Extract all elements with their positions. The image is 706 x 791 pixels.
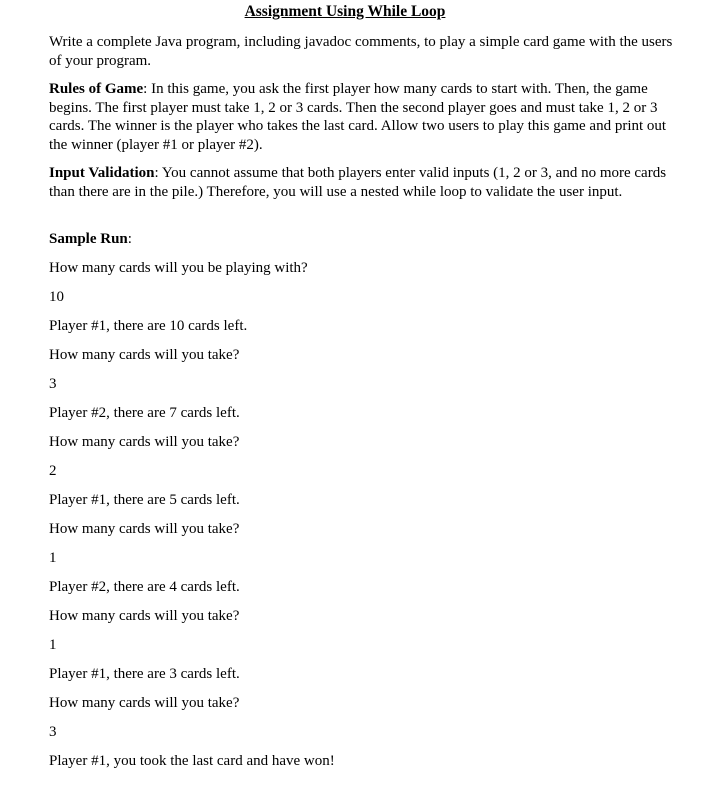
sample-line: 1 (49, 550, 57, 566)
sample-run-label: Sample Run (49, 231, 128, 247)
validation-paragraph (49, 164, 679, 201)
sample-line: Player #1, there are 10 cards left. (49, 318, 248, 334)
sample-line: How many cards will you take? (49, 608, 240, 624)
sample-line: How many cards will you take? (49, 695, 240, 711)
sample-run-suffix: : (127, 231, 132, 247)
rules-paragraph (49, 80, 679, 154)
sample-line: How many cards will you be playing with? (49, 260, 308, 276)
rules-text: : In this game, you ask the first player how many cards to start with. Then, the game begins. The first player must take 1, 2 or 3 cards. Then the second player goes and must take 1, 2 or 3 cards. The winner is the player who takes the last card. Allow two users to play this game and print out the winner (player #1 or player #2). (49, 81, 667, 153)
sample-line: Player #1, you took the last card and have won! (49, 753, 335, 769)
rules-label: Rules of Game (49, 81, 144, 97)
sample-line: 2 (49, 463, 57, 479)
sample-run-heading (49, 230, 132, 248)
sample-line: 3 (49, 724, 57, 740)
validation-text: : You cannot assume that both players enter valid inputs (1, 2 or 3, and no more cards than there are in the pile.) Therefore, you will use a nested while loop to validate the user input. (49, 165, 667, 200)
sample-line: How many cards will you take? (49, 347, 240, 363)
sample-line: Player #1, there are 3 cards left. (49, 666, 240, 682)
sample-line: How many cards will you take? (49, 434, 240, 450)
sample-line: How many cards will you take? (49, 521, 240, 537)
sample-line: Player #1, there are 5 cards left. (49, 492, 240, 508)
intro-paragraph: Write a complete Java program, including javadoc comments, to play a simple card game with the users of your program. (49, 34, 673, 69)
sample-line: 3 (49, 376, 57, 392)
sample-line: Player #2, there are 7 cards left. (49, 405, 240, 421)
sample-line: 1 (49, 637, 57, 653)
sample-line: Player #2, there are 4 cards left. (49, 579, 240, 595)
document-title: Assignment Using While Loop (244, 3, 446, 20)
validation-label: Input Validation (49, 165, 155, 181)
sample-line: 10 (49, 289, 64, 305)
